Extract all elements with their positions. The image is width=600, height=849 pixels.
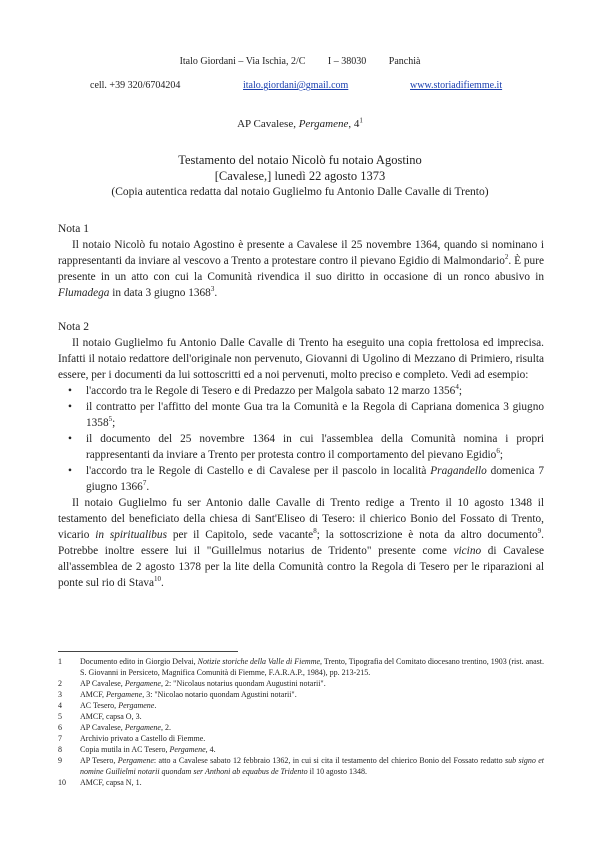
nota-1-heading: Nota 1 xyxy=(58,223,89,235)
nota-2-paragraph: Il notaio Guglielmo fu ser Antonio dalle Cavalle di Trento redige a Trento il 10 agosto 1348 il testamento del beneficiato della chiesa di Sant'Eliseo di Tesero: il chierico Bonio del Fossato di Trento, vicario in spiritualibus per il Capitolo, sede vacante$^8$; la sottoscrizione è nota da altro documento$^9$. Potrebbe inoltre essere lui il "Guillelmus notarius de Tridento" presente come vicino di Cavalese all'assemblea de 2 agosto 1378 per la lite della Comunità contro la Regola di Tesero per le riparazioni al ponte sul rio di Stava$^{10}$. xyxy=(58,497,544,589)
title-line-3: (Copia autentica redatta dal notaio Guglielmo fu Antonio Dalle Cavalle di Trento) xyxy=(111,186,489,198)
footnote: 9 AP Tesero, Pergamene: atto a Cavalese sabato 12 febbraio 1362, in cui si cita il testamento del chierico Bonio del Fossato redatto sub signo et nomine Guilielmi notarii quondam ser Anthoni ab equabus de Tridento il 10 agosto 1348. xyxy=(58,756,544,776)
document-title xyxy=(0,152,600,200)
list-item: • il documento del 25 novembre 1364 in cui l'assemblea della Comunità nomina i propri rappresentanti da inviare a Trento per protesta contro il comportamento del pievano Egidio$^6$; xyxy=(86,431,544,463)
email-link[interactable]: italo.giordani@gmail.com xyxy=(243,80,349,91)
footnote: 5 AMCF, capsa O, 3. xyxy=(58,712,142,721)
nota-2-intro: Il notaio Guglielmo fu Antonio Dalle Cavalle di Trento ha eseguito una copia frettolosa ed imprecisa. Infatti il notaio redattore dell'originale non pervenuto, Giovanni di Ugolino di Mezzano di Primiero, risulta essere, per i documenti da lui sottoscritti ed a noi pervenuti, molto preciso e completo. Vedi ad esempio: xyxy=(58,337,544,381)
footnote: 2 AP Cavalese, Pergamene, 2: "Nicolaus notarius quondam Augustini notarii". xyxy=(58,679,326,688)
list-item: • l'accordo tra le Regole di Tesero e di Predazzo per Malgola sabato 12 marzo 1356$^4$; xyxy=(86,383,544,399)
footnotes xyxy=(58,656,544,788)
nota-1-paragraph: Il notaio Nicolò fu notaio Agostino è presente a Cavalese il 25 novembre 1364, quando si nominano i rappresentanti da inviare al vescovo a Trento a protestare contro il pievano Egidio di Malmondario$^2$. È pure presente in un atto con cui la Comunità rivendica il suo diritto in occasione di un ronco abusivo in Flumadega in data 3 giugno 1368$^3$. xyxy=(58,239,544,299)
website-link[interactable]: www.storiadifiemme.it xyxy=(410,80,503,91)
title-line-2: [Cavalese,] lunedì 22 agosto 1373 xyxy=(214,169,386,183)
footnote: 6 AP Cavalese, Pergamene, 2. xyxy=(58,723,171,732)
list-item: • il contratto per l'affitto del monte Gua tra la Comunità e la Regola di Capriana domenica 3 giugno 1358$^5$; xyxy=(86,399,544,431)
town: Panchià xyxy=(388,56,421,67)
nota-2-section xyxy=(58,319,544,591)
footnote: 8 Copia mutila in AC Tesero, Pergamene, 4. xyxy=(58,745,216,754)
nota-2-heading: Nota 2 xyxy=(58,321,89,333)
letterhead-address xyxy=(0,56,600,67)
list-item: • l'accordo tra le Regole di Castello e di Cavalese per il pascolo in località Pragandello domenica 7 giugno 1366$^7$. xyxy=(86,463,544,495)
author-name: Italo Giordani – Via Ischia, 2/C xyxy=(179,56,306,67)
archive-reference: AP Cavalese, Pergamene, $4^1$ xyxy=(237,116,363,130)
footnote: 3 AMCF, Pergamene, 3: "Nicolao notario quondam Agustini notarii". xyxy=(58,690,297,699)
nota-1-section xyxy=(58,221,544,301)
footnote: 10 AMCF, capsa N, 1. xyxy=(58,778,142,787)
footnote: 4 AC Tesero, Pergamene. xyxy=(58,701,157,710)
footnote: 1 Documento edito in Giorgio Delvai, Notizie storiche della Valle di Fiemme, Trento, Tipografia del Comitato diocesano trentino, 1903 (rist. anast. S. Giovanni in Persiceto, Magnifica Comunità di Fiemme, F.A.R.A.P., 1984), pp. 213-215. xyxy=(58,657,545,677)
phone-number: cell. +39 320/6704204 xyxy=(90,80,181,91)
title-line-1: Testamento del notaio Nicolò fu notaio Agostino xyxy=(178,153,422,167)
footnote-divider xyxy=(58,651,238,652)
postal-code: I – 38030 xyxy=(327,56,367,67)
footnote: 7 Archivio privato a Castello di Fiemme. xyxy=(58,734,206,743)
examples-list xyxy=(58,383,544,495)
